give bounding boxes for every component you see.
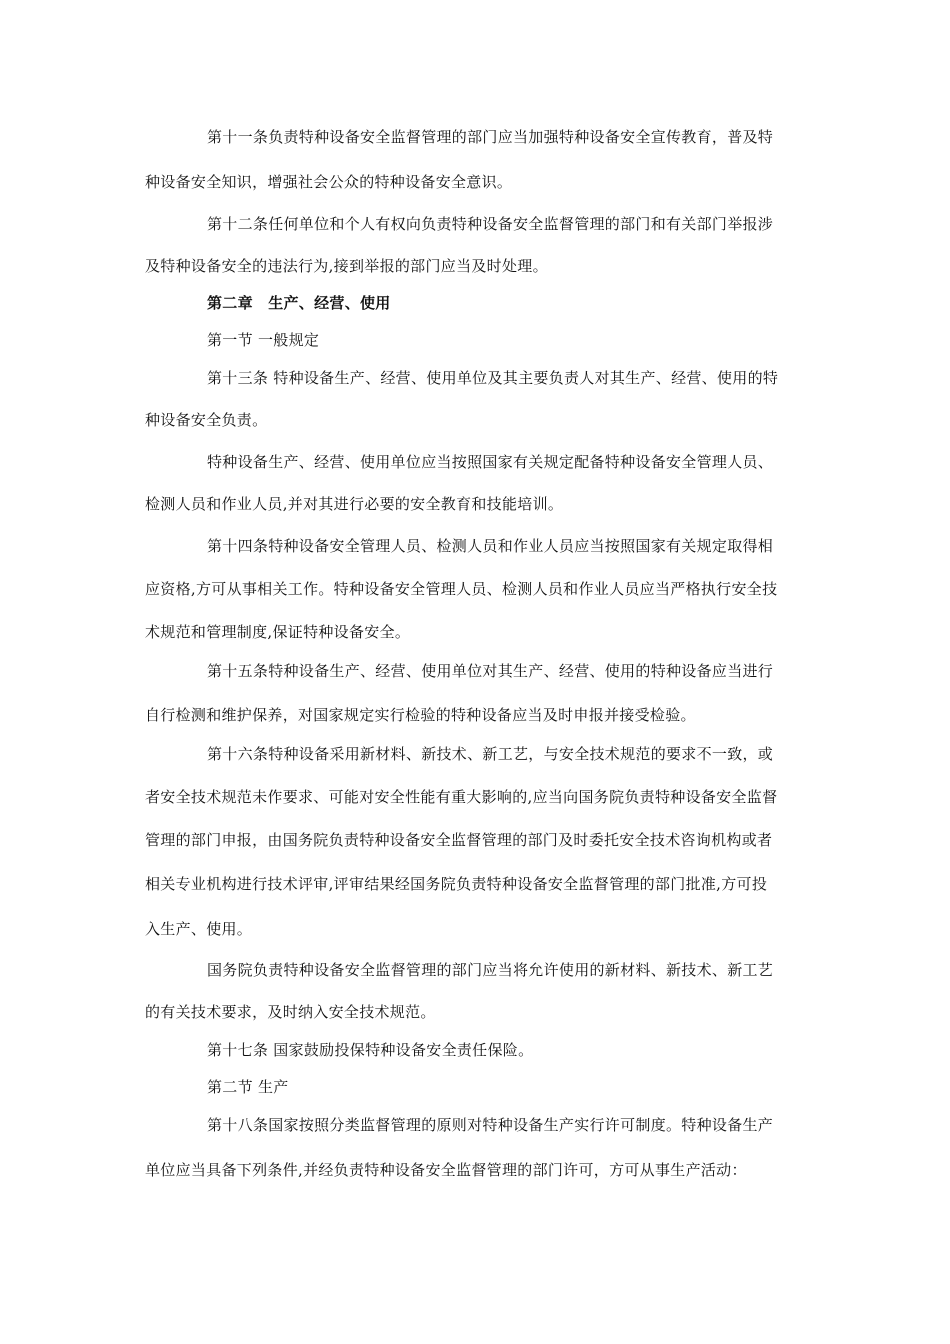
section-heading: 第一节 一般规定 [207,331,320,349]
text-line: 的有关技术要求，及时纳入安全技术规范。 [145,1003,436,1021]
text-line: 应资格,方可从事相关工作。特种设备安全管理人员、检测人员和作业人员应当严格执行安全技 [145,580,778,598]
text-line: 第十三条 特种设备生产、经营、使用单位及其主要负责人对其生产、经营、使用的特 [207,369,779,387]
chapter-heading: 第二章 生产、经营、使用 [207,294,391,312]
text-line: 第十一条负责特种设备安全监督管理的部门应当加强特种设备安全宣传教育，普及特 [207,128,774,146]
text-line: 术规范和管理制度,保证特种设备安全。 [145,623,411,641]
text-line: 第十八条国家按照分类监督管理的原则对特种设备生产实行许可制度。特种设备生产 [207,1116,774,1134]
text-line: 相关专业机构进行技术评审,评审结果经国务院负责特种设备安全监督管理的部门批准,方可投 [145,875,768,893]
text-line: 者安全技术规范未作要求、可能对安全性能有重大影响的,应当向国务院负责特种设备安全监督 [145,788,778,806]
text-line: 第十五条特种设备生产、经营、使用单位对其生产、经营、使用的特种设备应当进行 [207,662,774,680]
text-line: 管理的部门申报，由国务院负责特种设备安全监督管理的部门及时委托安全技术咨询机构或者 [145,831,773,849]
text-line: 第十二条任何单位和个人有权向负责特种设备安全监督管理的部门和有关部门举报涉 [207,215,774,233]
text-line: 自行检测和维护保养，对国家规定实行检验的特种设备应当及时申报并接受检验。 [145,706,696,724]
text-line: 及特种设备安全的违法行为,接到举报的部门应当及时处理。 [145,257,548,275]
text-line: 入生产、使用。 [145,920,253,938]
text-line: 单位应当具备下列条件,并经负责特种设备安全监督管理的部门许可，方可从事生产活动： [145,1161,747,1179]
text-line: 第十六条特种设备采用新材料、新技术、新工艺，与安全技术规范的要求不一致，或 [207,745,774,763]
text-line: 种设备安全知识，增强社会公众的特种设备安全意识。 [145,173,513,191]
section-heading: 第二节 生产 [207,1078,289,1096]
text-line: 检测人员和作业人员,并对其进行必要的安全教育和技能培训。 [145,495,564,513]
text-line: 第十四条特种设备安全管理人员、检测人员和作业人员应当按照国家有关规定取得相 [207,537,774,555]
text-line: 种设备安全负责。 [145,411,268,429]
text-line: 第十七条 国家鼓励投保特种设备安全责任保险。 [207,1041,534,1059]
text-line: 国务院负责特种设备安全监督管理的部门应当将允许使用的新材料、新技术、新工艺 [207,961,774,979]
text-line: 特种设备生产、经营、使用单位应当按照国家有关规定配备特种设备安全管理人员、 [207,453,774,471]
